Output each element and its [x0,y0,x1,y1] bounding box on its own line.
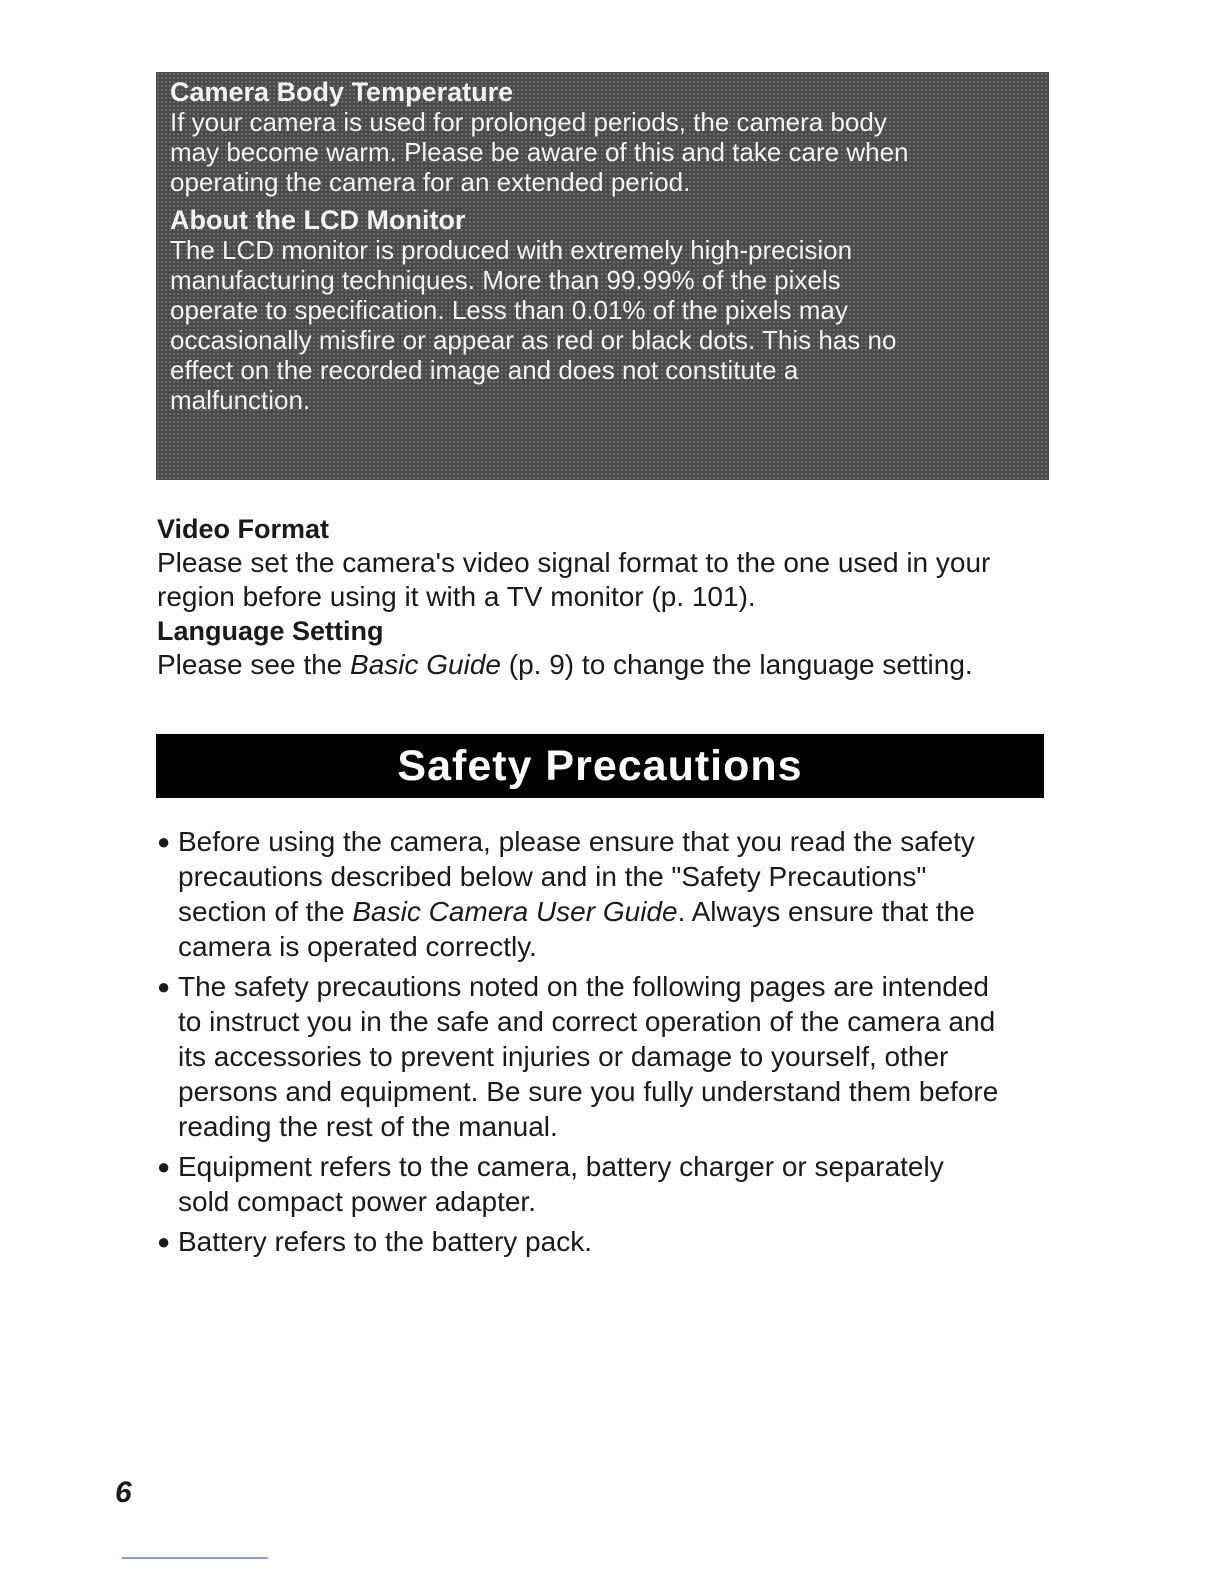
camera-body-temperature-line: If your camera is used for prolonged periods, the camera body [170,107,887,137]
bullet-item [157,969,1057,1144]
lcd-monitor-line: operate to specification. Less than 0.01% of the pixels may [170,295,848,325]
bullet-item [157,824,1057,964]
bullet-line: reading the rest of the manual. [178,1111,558,1142]
bullet-line: persons and equipment. Be sure you fully understand them before [178,1076,999,1107]
bullet-dot-icon: ● [157,829,171,854]
bullet-line: camera is operated correctly. [178,931,537,962]
lcd-monitor-heading: About the LCD Monitor [170,205,466,235]
bullet-dot-icon: ● [157,974,171,999]
lcd-monitor-line: manufacturing techniques. More than 99.99% of the pixels [170,265,841,295]
basic-guide-title: Basic Guide [350,649,501,680]
language-setting-text-start: Please see the [157,649,351,680]
bullet-line: to instruct you in the safe and correct operation of the camera and [178,1006,996,1037]
footer-divider [122,1557,268,1559]
bullet-line-end: . Always ensure that the [677,896,975,927]
bullet-line: precautions described below and in the "Safety Precautions" [178,861,927,892]
language-setting-text-end: (p. 9) to change the language setting. [501,649,973,680]
video-format-line: Please set the camera's video signal format to the one used in your [157,547,991,578]
safety-bullet-list [157,824,1057,1264]
camera-body-temperature-heading: Camera Body Temperature [170,77,514,107]
video-format-line: region before using it with a TV monitor (p. 101). [157,581,756,612]
camera-body-temperature-line: operating the camera for an extended period. [170,167,691,197]
bullet-line: its accessories to prevent injuries or damage to yourself, other [178,1041,949,1072]
safety-precautions-banner: Safety Precautions [156,734,1044,798]
video-format-heading: Video Format [157,514,330,544]
lcd-monitor-line: effect on the recorded image and does not constitute a [170,355,799,385]
bullet-line: The safety precautions noted on the following pages are intended [178,971,990,1002]
language-setting-text [157,648,1057,682]
bullet-line-start: section of the [178,896,353,927]
bullet-line: Battery refers to the battery pack. [178,1226,592,1257]
bullet-dot-icon: ● [157,1154,171,1179]
bullet-line: Equipment refers to the camera, battery charger or separately [178,1151,944,1182]
lcd-monitor-line: The LCD monitor is produced with extremely high-precision [170,235,853,265]
notice-box [156,72,1049,480]
language-setting-heading: Language Setting [157,616,384,646]
bullet-item [157,1149,1057,1219]
bullet-item [157,1224,1057,1259]
settings-notes [157,512,1057,682]
bullet-dot-icon: ● [157,1229,171,1254]
bullet-line: sold compact power adapter. [178,1186,536,1217]
camera-body-temperature-line: may become warm. Please be aware of this and take care when [170,137,909,167]
lcd-monitor-line: occasionally misfire or appear as red or black dots. This has no [170,325,897,355]
lcd-monitor-line: malfunction. [170,385,311,415]
basic-camera-user-guide-title: Basic Camera User Guide [352,896,678,927]
page-number: 6 [115,1476,132,1509]
bullet-line: Before using the camera, please ensure that you read the safety [178,826,975,857]
